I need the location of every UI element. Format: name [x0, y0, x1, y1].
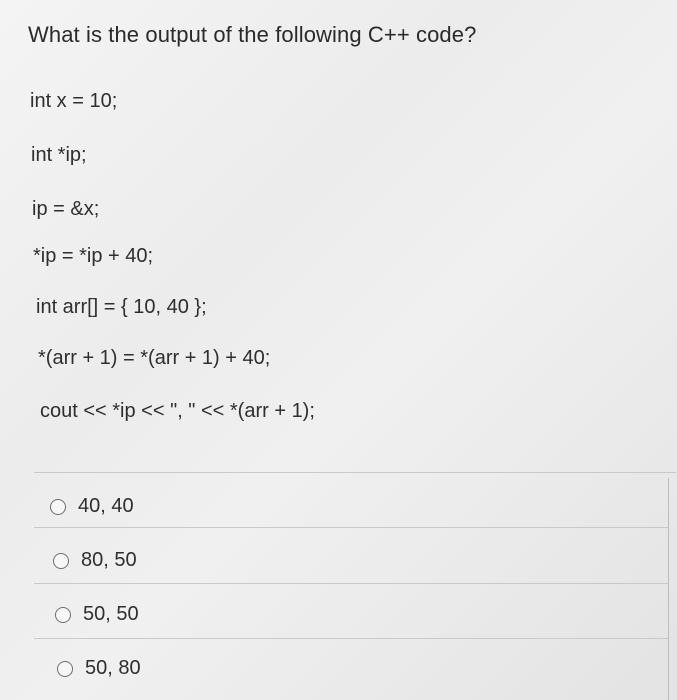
question-text: What is the output of the following C++ code?	[28, 22, 477, 47]
code-line-4: *ip = *ip + 40;	[33, 245, 154, 267]
answer-option-label: 50, 80	[85, 657, 141, 679]
divider	[34, 472, 676, 473]
code-line-2: int *ip;	[31, 144, 87, 166]
answer-option-3[interactable]	[55, 603, 139, 626]
radio-button-icon[interactable]	[50, 499, 66, 515]
code-line-7: cout << *ip << ", " << *(arr + 1);	[40, 400, 315, 422]
answer-option-label: 40, 40	[78, 495, 134, 517]
answer-option-2[interactable]	[53, 549, 137, 572]
code-line-1: int x = 10;	[30, 90, 118, 112]
answer-option-4[interactable]	[57, 657, 141, 680]
radio-button-icon[interactable]	[55, 607, 71, 623]
code-line-3: ip = &x;	[32, 198, 100, 220]
code-line-6: *(arr + 1) = *(arr + 1) + 40;	[38, 347, 271, 369]
answer-option-label: 50, 50	[83, 603, 139, 625]
divider	[34, 638, 668, 639]
options-border	[668, 478, 669, 700]
radio-button-icon[interactable]	[57, 661, 73, 677]
answer-option-label: 80, 50	[81, 549, 137, 571]
radio-button-icon[interactable]	[53, 553, 69, 569]
code-line-5: int arr[] = { 10, 40 };	[36, 296, 207, 318]
divider	[34, 527, 668, 528]
answer-option-1[interactable]	[50, 495, 134, 518]
divider	[34, 583, 668, 584]
